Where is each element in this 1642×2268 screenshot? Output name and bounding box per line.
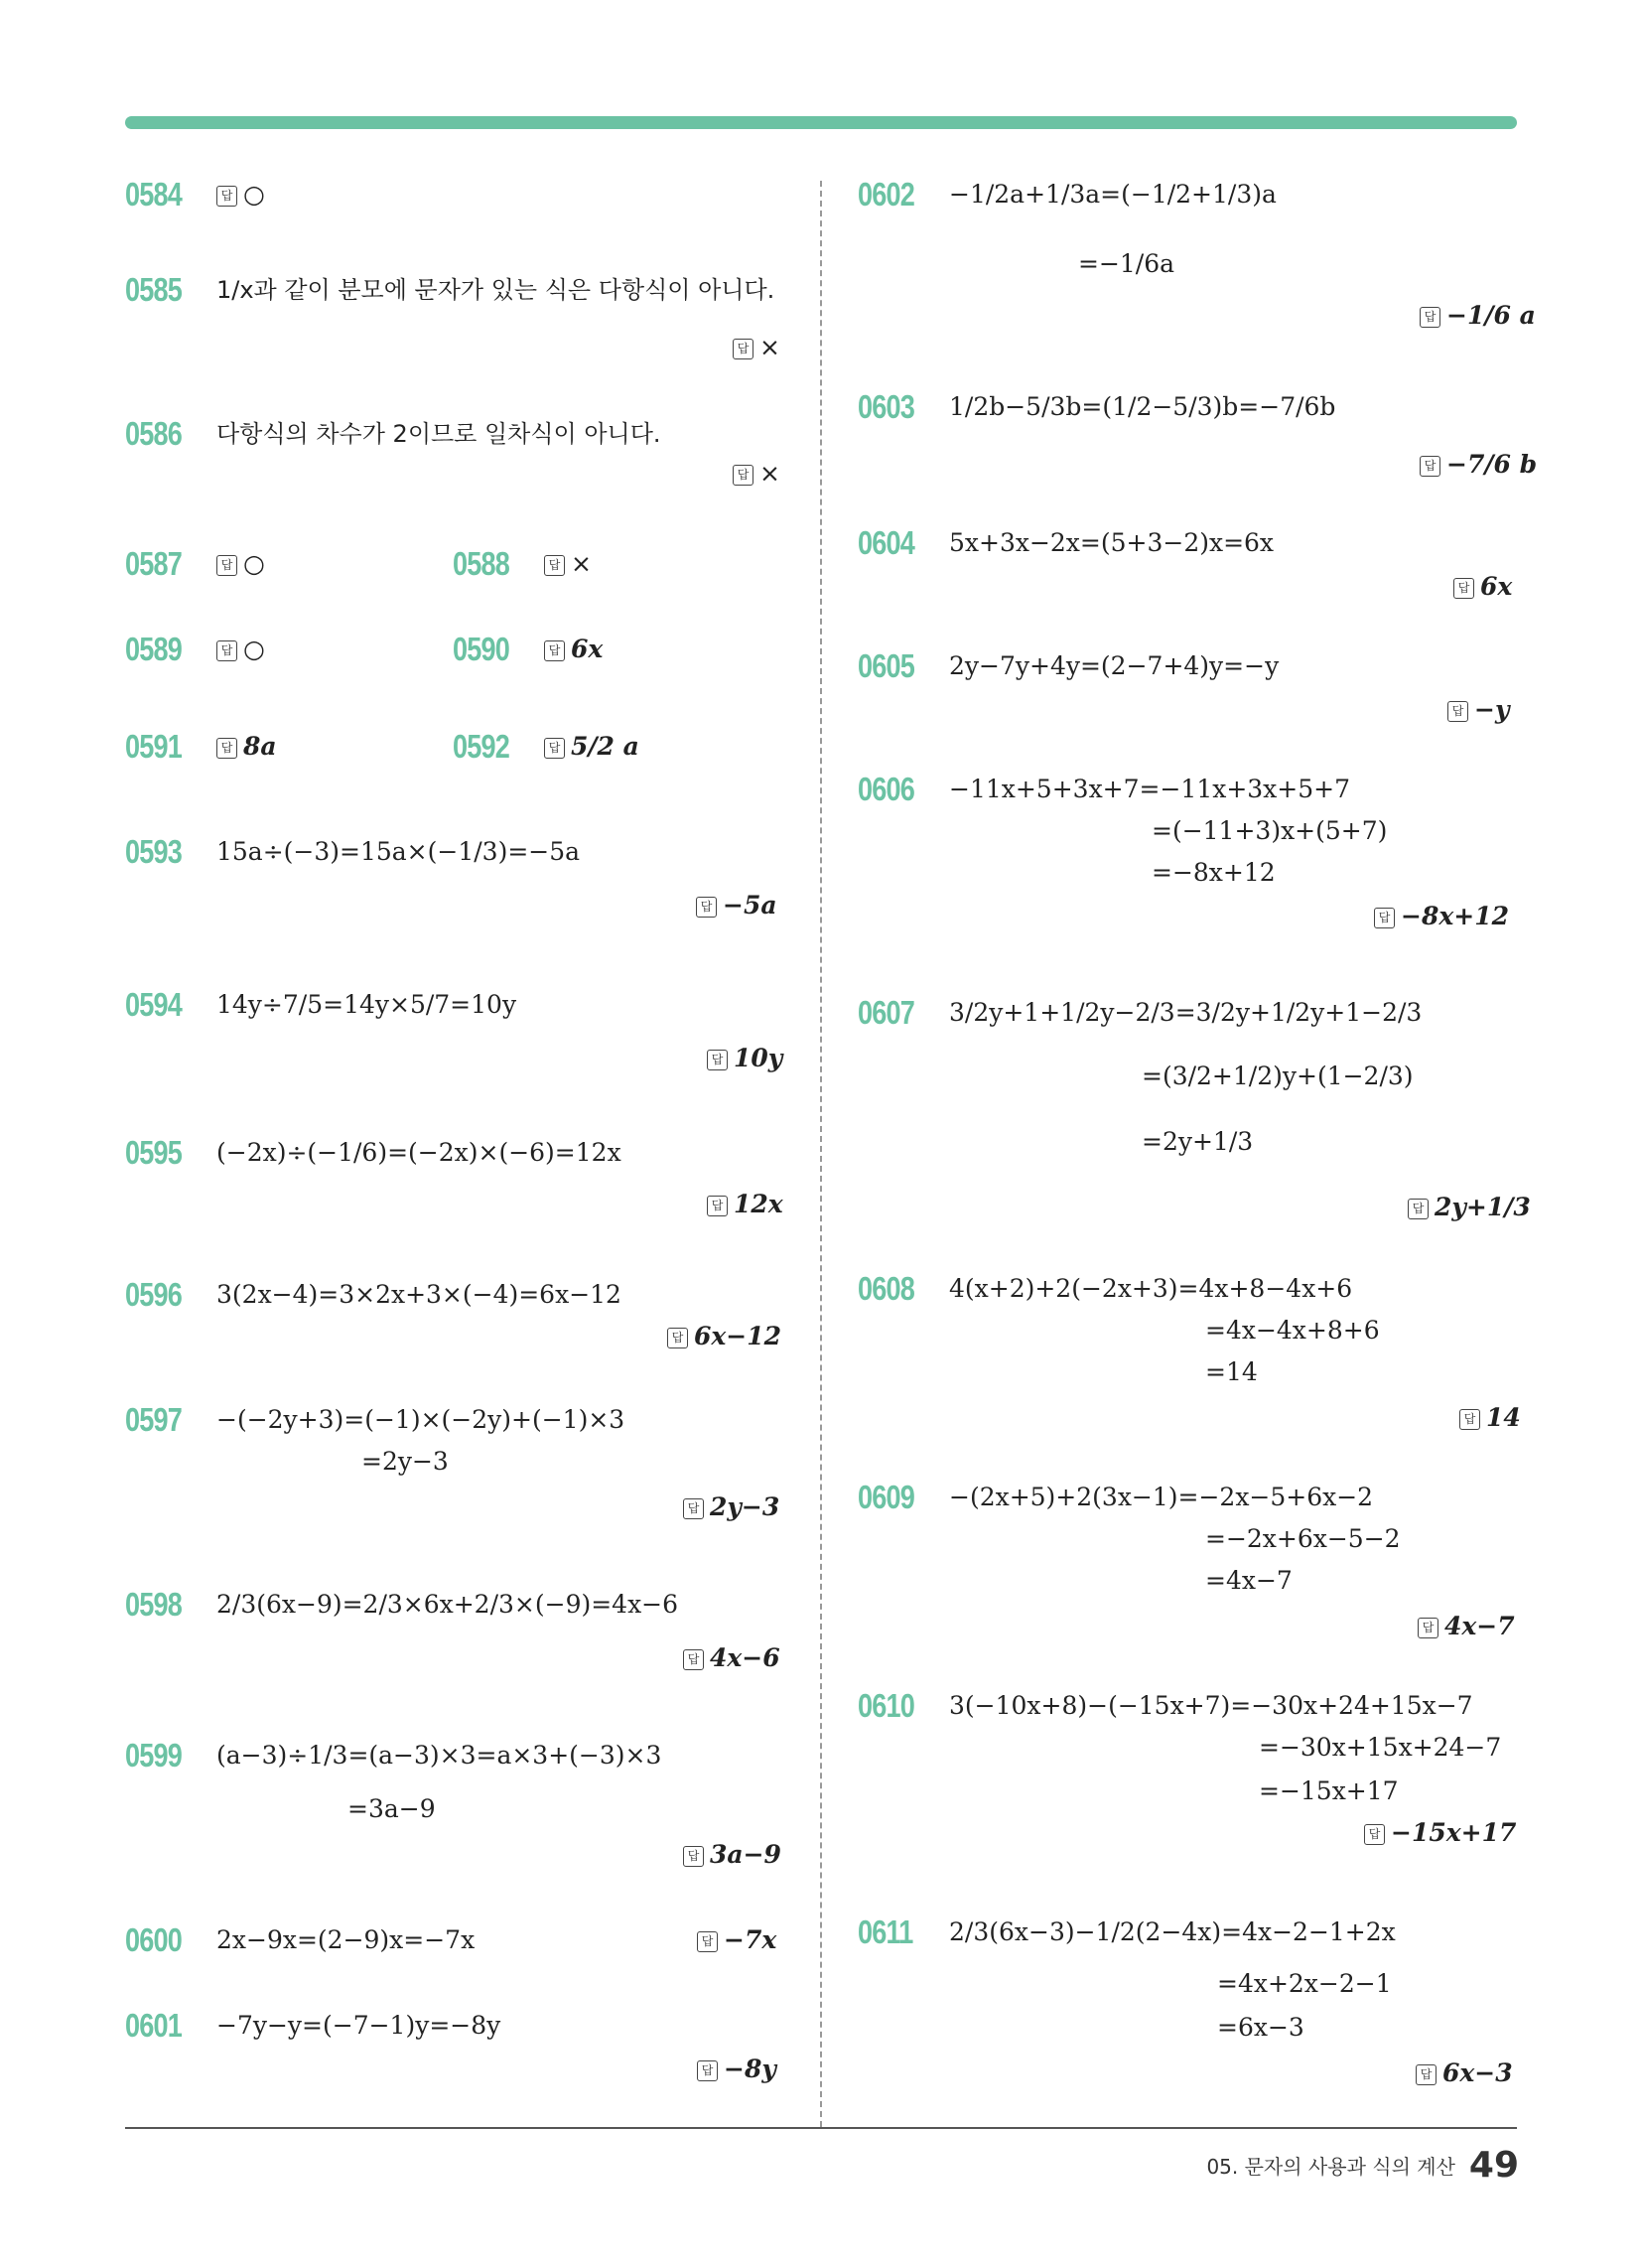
solution-line: 4(x+2)+2(−2x+3)=4x+8−4x+6 <box>949 1274 1353 1303</box>
problem-number: 0604 <box>858 524 914 561</box>
answer-value: 5/2 a <box>571 732 639 761</box>
answer-badge-icon: 답 <box>1453 578 1474 599</box>
answer-value: ○ <box>243 549 265 578</box>
answer-badge-icon: 답 <box>1447 701 1468 722</box>
solution-line: 15a÷(−3)=15a×(−1/3)=−5a <box>216 837 581 866</box>
answer-value: 10y <box>734 1044 783 1072</box>
answer <box>696 886 777 925</box>
answer-badge-icon: 답 <box>683 1498 704 1519</box>
answer <box>1453 567 1512 607</box>
answer-badge-icon: 답 <box>544 555 565 576</box>
answer <box>683 1835 781 1875</box>
answer-badge-icon: 답 <box>1420 307 1440 328</box>
solution-line: −(2x+5)+2(3x−1)=−2x−5+6x−2 <box>949 1483 1374 1511</box>
footer-rule <box>125 2127 1517 2129</box>
answer-badge-icon: 답 <box>216 186 237 207</box>
solution-line: 2y−7y+4y=(2−7+4)y=−y <box>949 651 1280 680</box>
solution-line: =(3/2+1/2)y+(1−2/3) <box>1142 1062 1414 1090</box>
answer <box>544 727 639 767</box>
answer-value: 8a <box>243 732 277 761</box>
problem-number: 0585 <box>125 271 182 308</box>
solution-line: =−15x+17 <box>1259 1776 1399 1805</box>
solution-line: −(−2y+3)=(−1)×(−2y)+(−1)×3 <box>216 1405 625 1434</box>
problem-number: 0596 <box>125 1276 182 1313</box>
problem-number: 0590 <box>453 631 509 667</box>
answer <box>216 175 265 214</box>
answer-badge-icon: 답 <box>683 1846 704 1867</box>
answer-value: 6x <box>1480 572 1513 601</box>
problem-number: 0586 <box>125 415 182 452</box>
problem-number: 0595 <box>125 1134 182 1171</box>
answer-badge-icon: 답 <box>216 640 237 661</box>
chapter-title: 05. 문자의 사용과 식의 계산 <box>1206 2154 1455 2179</box>
problem-number: 0611 <box>858 1914 913 1950</box>
problem-number: 0598 <box>125 1586 182 1623</box>
answer <box>707 1185 783 1224</box>
problem-number: 0602 <box>858 176 914 213</box>
problem-number: 0587 <box>125 545 182 582</box>
answer-value: 4x−7 <box>1444 1612 1515 1640</box>
answer <box>1459 1398 1521 1438</box>
solution-line: 3(−10x+8)−(−15x+7)=−30x+24+15x−7 <box>949 1691 1473 1720</box>
solution-line: 2x−9x=(2−9)x=−7x <box>216 1925 476 1954</box>
solution-line: −11x+5+3x+7=−11x+3x+5+7 <box>949 775 1350 803</box>
answer <box>697 1920 776 1960</box>
answer-badge-icon: 답 <box>697 1931 718 1952</box>
answer-value: −8x+12 <box>1401 902 1509 930</box>
column-divider <box>820 181 822 2127</box>
solution-line: =−30x+15x+24−7 <box>1259 1733 1502 1762</box>
problem-number: 0603 <box>858 388 914 425</box>
answer-badge-icon: 답 <box>1416 2064 1437 2085</box>
solution-line: =2y+1/3 <box>1142 1127 1254 1156</box>
answer-value: ○ <box>243 635 265 663</box>
answer-value: −y <box>1474 695 1510 724</box>
solution-line: =4x−4x+8+6 <box>1205 1316 1380 1345</box>
answer-badge-icon: 답 <box>1459 1409 1480 1430</box>
solution-line: =−1/6a <box>1078 249 1175 278</box>
answer-value: −7/6 b <box>1446 450 1538 479</box>
answer <box>1374 897 1509 936</box>
answer <box>667 1317 781 1356</box>
problem-number: 0597 <box>125 1401 182 1438</box>
answer-badge-icon: 답 <box>544 640 565 661</box>
problem-number: 0608 <box>858 1270 914 1307</box>
solution-line: 2/3(6x−3)−1/2(2−4x)=4x−2−1+2x <box>949 1917 1396 1946</box>
answer-badge-icon: 답 <box>733 465 753 486</box>
problem-number: 0591 <box>125 728 182 765</box>
page-footer <box>1206 2135 1519 2195</box>
problem-number: 0589 <box>125 631 182 667</box>
answer-value: ○ <box>243 180 265 209</box>
solution-line: 1/2b−5/3b=(1/2−5/3)b=−7/6b <box>949 392 1336 421</box>
problem-number: 0594 <box>125 986 182 1023</box>
solution-line: =−8x+12 <box>1152 858 1276 887</box>
answer <box>683 1638 780 1678</box>
answer-value: × <box>759 333 780 361</box>
answer <box>697 2050 776 2089</box>
answer-value: −5a <box>723 891 777 920</box>
solution-line: 5x+3x−2x=(5+3−2)x=6x <box>949 528 1275 557</box>
answer-value: × <box>759 459 780 488</box>
problem-number: 0593 <box>125 833 182 870</box>
answer <box>216 727 277 767</box>
answer <box>1420 296 1536 336</box>
answer <box>544 630 603 669</box>
answer-badge-icon: 답 <box>544 738 565 759</box>
answer <box>544 544 592 584</box>
problem-number: 0606 <box>858 771 914 807</box>
solution-line: 2/3(6x−9)=2/3×6x+2/3×(−9)=4x−6 <box>216 1590 679 1619</box>
answer-value: 12x <box>734 1190 783 1218</box>
page-number: 49 <box>1468 2144 1519 2186</box>
top-accent-bar <box>125 116 1517 129</box>
answer-badge-icon: 답 <box>1418 1618 1438 1638</box>
solution-line: =(−11+3)x+(5+7) <box>1152 816 1388 845</box>
answer <box>733 454 780 494</box>
answer-badge-icon: 답 <box>707 1196 728 1216</box>
solution-line: 다항식의 차수가 2이므로 일차식이 아니다. <box>216 420 661 448</box>
problem-number: 0588 <box>453 545 509 582</box>
solution-line: 3/2y+1+1/2y−2/3=3/2y+1/2y+1−2/3 <box>949 998 1423 1027</box>
answer-badge-icon: 답 <box>216 738 237 759</box>
problem-number: 0609 <box>858 1479 914 1515</box>
solution-line: =14 <box>1205 1357 1258 1386</box>
answer-value: −1/6 a <box>1446 301 1536 330</box>
answer-badge-icon: 답 <box>697 2060 718 2081</box>
answer <box>733 328 780 367</box>
answer-value: × <box>571 549 592 578</box>
answer-badge-icon: 답 <box>1420 456 1440 477</box>
answer-value: 6x−12 <box>694 1322 782 1350</box>
answer-value: 6x−3 <box>1442 2058 1513 2087</box>
solution-line: =4x+2x−2−1 <box>1217 1969 1392 1998</box>
answer-value: 2y−3 <box>710 1492 780 1521</box>
problem-number: 0605 <box>858 647 914 684</box>
solution-line: 1/x과 같이 분모에 문자가 있는 식은 다항식이 아니다. <box>216 276 775 304</box>
answer-value: −15x+17 <box>1391 1818 1517 1847</box>
answer <box>216 544 265 584</box>
answer <box>1408 1188 1531 1227</box>
problem-number: 0584 <box>125 176 182 213</box>
problem-number: 0607 <box>858 994 914 1031</box>
solution-line: 3(2x−4)=3×2x+3×(−4)=6x−12 <box>216 1280 621 1309</box>
answer-badge-icon: 답 <box>707 1050 728 1070</box>
answer <box>707 1039 782 1078</box>
problem-number: 0601 <box>125 2007 182 2044</box>
problem-number: 0600 <box>125 1921 182 1958</box>
answer-value: 4x−6 <box>710 1643 780 1672</box>
solution-line: =−2x+6x−5−2 <box>1205 1524 1401 1553</box>
answer-value: −7x <box>724 1925 777 1954</box>
answer <box>216 630 265 669</box>
answer <box>1447 690 1509 730</box>
solution-line: =2y−3 <box>361 1447 449 1476</box>
answer-value: 3a−9 <box>710 1840 781 1869</box>
answer-badge-icon: 답 <box>1408 1199 1429 1219</box>
answer <box>683 1488 779 1527</box>
problem-number: 0610 <box>858 1687 914 1724</box>
solution-line: −7y−y=(−7−1)y=−8y <box>216 2011 501 2040</box>
answer-value: 6x <box>571 635 604 663</box>
answer-value: −8y <box>724 2055 776 2083</box>
solution-line: =6x−3 <box>1217 2013 1304 2042</box>
answer-value: 14 <box>1486 1403 1521 1432</box>
answer <box>1420 445 1537 485</box>
problem-number: 0592 <box>453 728 509 765</box>
answer <box>1364 1813 1516 1853</box>
solution-line: =4x−7 <box>1205 1566 1293 1595</box>
answer-badge-icon: 답 <box>1364 1824 1385 1845</box>
answer-badge-icon: 답 <box>696 897 717 918</box>
solution-line: (−2x)÷(−1/6)=(−2x)×(−6)=12x <box>216 1138 621 1167</box>
answer <box>1418 1607 1515 1646</box>
answer-value: 2y+1/3 <box>1435 1193 1531 1221</box>
answer-badge-icon: 답 <box>733 339 753 359</box>
answer-badge-icon: 답 <box>667 1328 688 1348</box>
solution-line: 14y÷7/5=14y×5/7=10y <box>216 990 517 1019</box>
answer-badge-icon: 답 <box>683 1649 704 1670</box>
answer <box>1416 2054 1513 2093</box>
answer-badge-icon: 답 <box>1374 908 1395 928</box>
solution-line: (a−3)÷1/3=(a−3)×3=a×3+(−3)×3 <box>216 1741 662 1770</box>
problem-number: 0599 <box>125 1737 182 1773</box>
answer-badge-icon: 답 <box>216 555 237 576</box>
solution-line: =3a−9 <box>347 1794 436 1823</box>
solution-line: −1/2a+1/3a=(−1/2+1/3)a <box>949 180 1277 209</box>
